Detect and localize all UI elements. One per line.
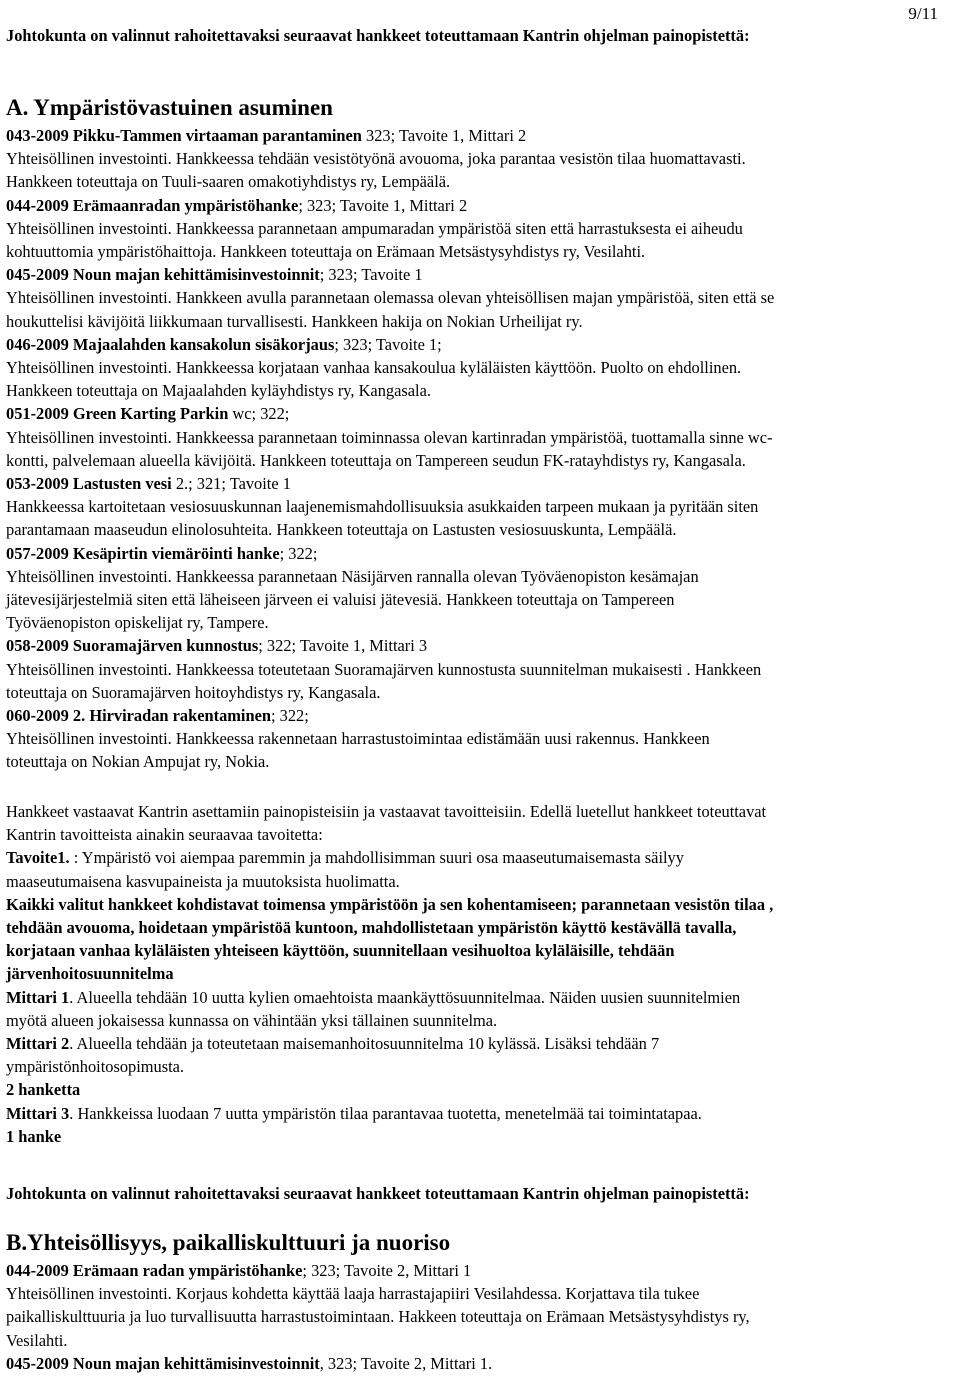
project-line: Yhteisöllinen investointi. Hankkeessa korjataan vanhaa kansakoulua kyläläisten käyttöön. Puolto on ehdollinen.	[6, 358, 742, 378]
summary-bold-line: tehdään avouoma, hoidetaan ympäristöä kuntoon, mahdollistetaan ympäristön käyttö kestävällä tavalla,	[6, 918, 737, 938]
project-heading	[6, 1259, 960, 1282]
project-line: Hankkeessa kartoitetaan vesiosuuskunnan laajenemismahdollisuuksia asukkaiden tarpeen mukaan ja pyritään siten	[6, 497, 759, 517]
mittari2-line	[6, 1032, 960, 1055]
project-heading	[6, 1352, 960, 1375]
count-1-hanke: 1 hanke	[6, 1126, 62, 1146]
project-code: 045-2009 Noun majan kehittämisinvestoinnit	[6, 265, 320, 285]
project-code: 044-2009 Erämaanradan ympäristöhanke	[6, 195, 299, 215]
project-line: kontti, palvelemaan alueella kävijöitä. Hankkeen toteuttaja on Tampereen seudun FK-ratayhdistys ry, Kangasala.	[6, 450, 746, 470]
project-meta: ; 323; Tavoite 1;	[334, 334, 442, 354]
project-line: kohtuuttomia ympäristöhaittoja. Hankkeen toteuttaja on Erämaan Metsästysyhdistys ry, Vesilahti.	[6, 242, 646, 262]
summary-line: Hankkeet vastaavat Kantrin asettamiin painopisteisiin ja vastaavat tavoitteisiin. Edellä luetellut hankkeet toteuttavat	[6, 802, 767, 821]
project-line: Yhteisöllinen investointi. Hankkeessa tehdään vesistötyönä avouoma, joka parantaa vesistön tilaa huomattavasti.	[6, 149, 746, 169]
intro-heading-b-text: Johtokunta on valinnut rahoitettavaksi seuraavat hankkeet toteuttamaan Kantrin ohjelman painopistettä:	[6, 1184, 750, 1203]
section-b-title-text: B.Yhteisöllisyys, paikalliskulttuuri ja nuoriso	[6, 1230, 451, 1255]
section-a-title	[6, 94, 960, 122]
project-meta: 2.; 321; Tavoite 1	[171, 474, 291, 494]
project-heading	[6, 263, 960, 286]
project-heading	[6, 472, 960, 495]
project-meta: ; 322; Tavoite 1, Mittari 3	[258, 636, 428, 656]
mittari1-line	[6, 986, 960, 1009]
project-line: Yhteisöllinen investointi. Hankkeessa toteutetaan Suoramajärven kunnostusta suunnitelman mukaisesti . Hankkeen	[6, 659, 762, 679]
mittari2-line-2: ympäristönhoitosopimusta.	[6, 1057, 185, 1077]
project-code: 051-2009 Green Karting Parkin	[6, 404, 229, 424]
project-heading	[6, 124, 960, 147]
tavoite-text: : Ympäristö voi aiempaa paremmin ja mahdollisimman suuri osa maaseutumaisemasta säilyy	[69, 848, 684, 868]
project-code: 046-2009 Majaalahden kansakolun sisäkorjaus	[6, 334, 335, 354]
count-2-hanketta: 2 hanketta	[6, 1080, 81, 1100]
page-number: 9/11	[908, 4, 938, 23]
project-meta: ; 323; Tavoite 2, Mittari 1	[302, 1261, 472, 1280]
project-code: 057-2009 Kesäpirtin viemäröinti hanke	[6, 543, 280, 563]
tavoite-line	[6, 846, 960, 869]
mittari3-label: Mittari 3	[6, 1103, 70, 1123]
project-code: 060-2009 2. Hirviradan rakentaminen	[6, 706, 271, 726]
project-meta: ; 323; Tavoite 1	[319, 265, 423, 285]
project-code: 043-2009 Pikku-Tammen virtaaman parantaminen	[6, 126, 362, 145]
project-meta: 323; Tavoite 1, Mittari 2	[361, 126, 527, 145]
project-meta: ; 323; Tavoite 1, Mittari 2	[298, 195, 468, 215]
section-b-title	[6, 1229, 960, 1257]
mittari2-label: Mittari 2	[6, 1034, 70, 1054]
project-code: 053-2009 Lastusten vesi	[6, 474, 172, 494]
mittari2-text: . Alueella tehdään ja toteutetaan maisemanhoitosuunnitelma 10 kylässä. Lisäksi tehdään 7	[69, 1034, 660, 1054]
project-line: Yhteisöllinen investointi. Hankkeessa parannetaan toiminnassa olevan kartinradan ympäristöä, tuottamalla sinne wc-	[6, 427, 773, 447]
intro-heading-text: Johtokunta on valinnut rahoitettavaksi seuraavat hankkeet toteuttamaan Kantrin ohjelman painopistettä:	[6, 26, 750, 45]
intro-heading-b	[6, 1182, 960, 1205]
mittari3-line	[6, 1102, 960, 1125]
tavoite-line-2: maaseutumaisena kasvupaineista ja muutoksista huolimatta.	[6, 871, 400, 891]
project-line: Yhteisöllinen investointi. Hankkeessa parannetaan Näsijärven rannalla olevan Työväenopiston kesämajan	[6, 566, 699, 586]
summary-bold-line: korjataan vanhaa kyläläisten yhteiseen käyttöön, suunnitellaan vesihuoltoa kyläläisille, tehdään	[6, 941, 675, 961]
project-line: Vesilahti.	[6, 1330, 68, 1350]
project-heading	[6, 634, 960, 657]
mittari1-text: . Alueella tehdään 10 uutta kylien omaehtoista maankäyttösuunnitelmaa. Näiden uusien suunnitelmien	[69, 987, 741, 1007]
project-line: paikalliskulttuuria ja luo turvallisuutta harrastustoimintaan. Hakkeen toteuttaja on Erämaan Metsästysyhdistys ry,	[6, 1307, 750, 1327]
project-line: Yhteisöllinen investointi. Korjaus kohdetta käyttää laaja harrastajapiiri Vesilahdessa. Korjattava tila tukee	[6, 1284, 700, 1304]
summary-bold-line: järvenhoitosuunnitelma	[6, 964, 174, 984]
tavoite-label: Tavoite1.	[6, 848, 70, 868]
project-heading	[6, 542, 960, 565]
project-meta: , 323; Tavoite 2, Mittari 1.	[319, 1353, 493, 1373]
mittari3-text: . Hankkeissa luodaan 7 uutta ympäristön tilaa parantavaa tuotetta, menetelmää tai toimintatapaa.	[69, 1103, 702, 1123]
project-line: jätevesijärjestelmiä siten että läheiseen järveen ei valuisi jätevesiä. Hankkeen toteuttaja on Tampereen	[6, 590, 675, 610]
project-line: Yhteisöllinen investointi. Hankkeessa parannetaan ampumaradan ympäristöä siten että harrastuksesta ei aiheudu	[6, 218, 743, 238]
project-heading	[6, 402, 960, 425]
project-heading	[6, 194, 960, 217]
project-heading	[6, 333, 960, 356]
section-b-projects	[6, 1259, 960, 1375]
project-code: 045-2009 Noun majan kehittämisinvestoinnit	[6, 1353, 320, 1373]
project-line: Hankkeen toteuttaja on Majaalahden kyläyhdistys ry, Kangasala.	[6, 381, 431, 401]
project-line: Yhteisöllinen investointi. Hankkeen avulla parannetaan olemassa olevan yhteisöllisen majan ympäristöä, siten että se	[6, 288, 775, 308]
project-code: 044-2009 Erämaan radan ympäristöhanke	[6, 1261, 303, 1280]
section-a-title-text: A. Ympäristövastuinen asuminen	[6, 95, 333, 120]
project-line: Yhteisöllinen investointi. Hankkeessa rakennetaan harrastustoimintaa edistämään uusi rakennus. Hankkeen	[6, 729, 710, 749]
project-line: Työväenopiston opiskelijat ry, Tampere.	[6, 613, 269, 633]
section-a-projects	[6, 124, 960, 774]
project-heading	[6, 704, 960, 727]
project-meta: ; 322;	[279, 543, 318, 563]
summary-block	[6, 800, 960, 1148]
project-meta: ; 322;	[270, 706, 309, 726]
project-line: toteuttaja on Suoramajärven hoitoyhdistys ry, Kangasala.	[6, 682, 381, 702]
intro-heading	[6, 24, 960, 47]
summary-line: Kantrin tavoitteista ainakin seuraavaa tavoitetta:	[6, 825, 323, 845]
mittari1-label: Mittari 1	[6, 987, 70, 1007]
mittari1-line-2: myötä alueen jokaisessa kunnassa on vähintään yksi tällainen suunnitelma.	[6, 1010, 498, 1030]
project-line: Hankkeen toteuttaja on Tuuli-saaren omakotiyhdistys ry, Lempäälä.	[6, 172, 451, 192]
project-meta: wc; 322;	[228, 404, 290, 424]
project-code: 058-2009 Suoramajärven kunnostus	[6, 636, 259, 656]
project-line: toteuttaja on Nokian Ampujat ry, Nokia.	[6, 752, 270, 772]
project-line: houkuttelisi kävijöitä liikkumaan turvallisesti. Hankkeen hakija on Nokian Urheilijat ry.	[6, 311, 583, 331]
project-line: parantamaan maaseudun elinolosuhteita. Hankkeen toteuttaja on Lastusten vesiosuuskunta, Lempäälä.	[6, 520, 677, 540]
summary-bold-line: Kaikki valitut hankkeet kohdistavat toimensa ympäristöön ja sen kohentamiseen; parannetaan vesistön tilaa ,	[6, 894, 774, 914]
